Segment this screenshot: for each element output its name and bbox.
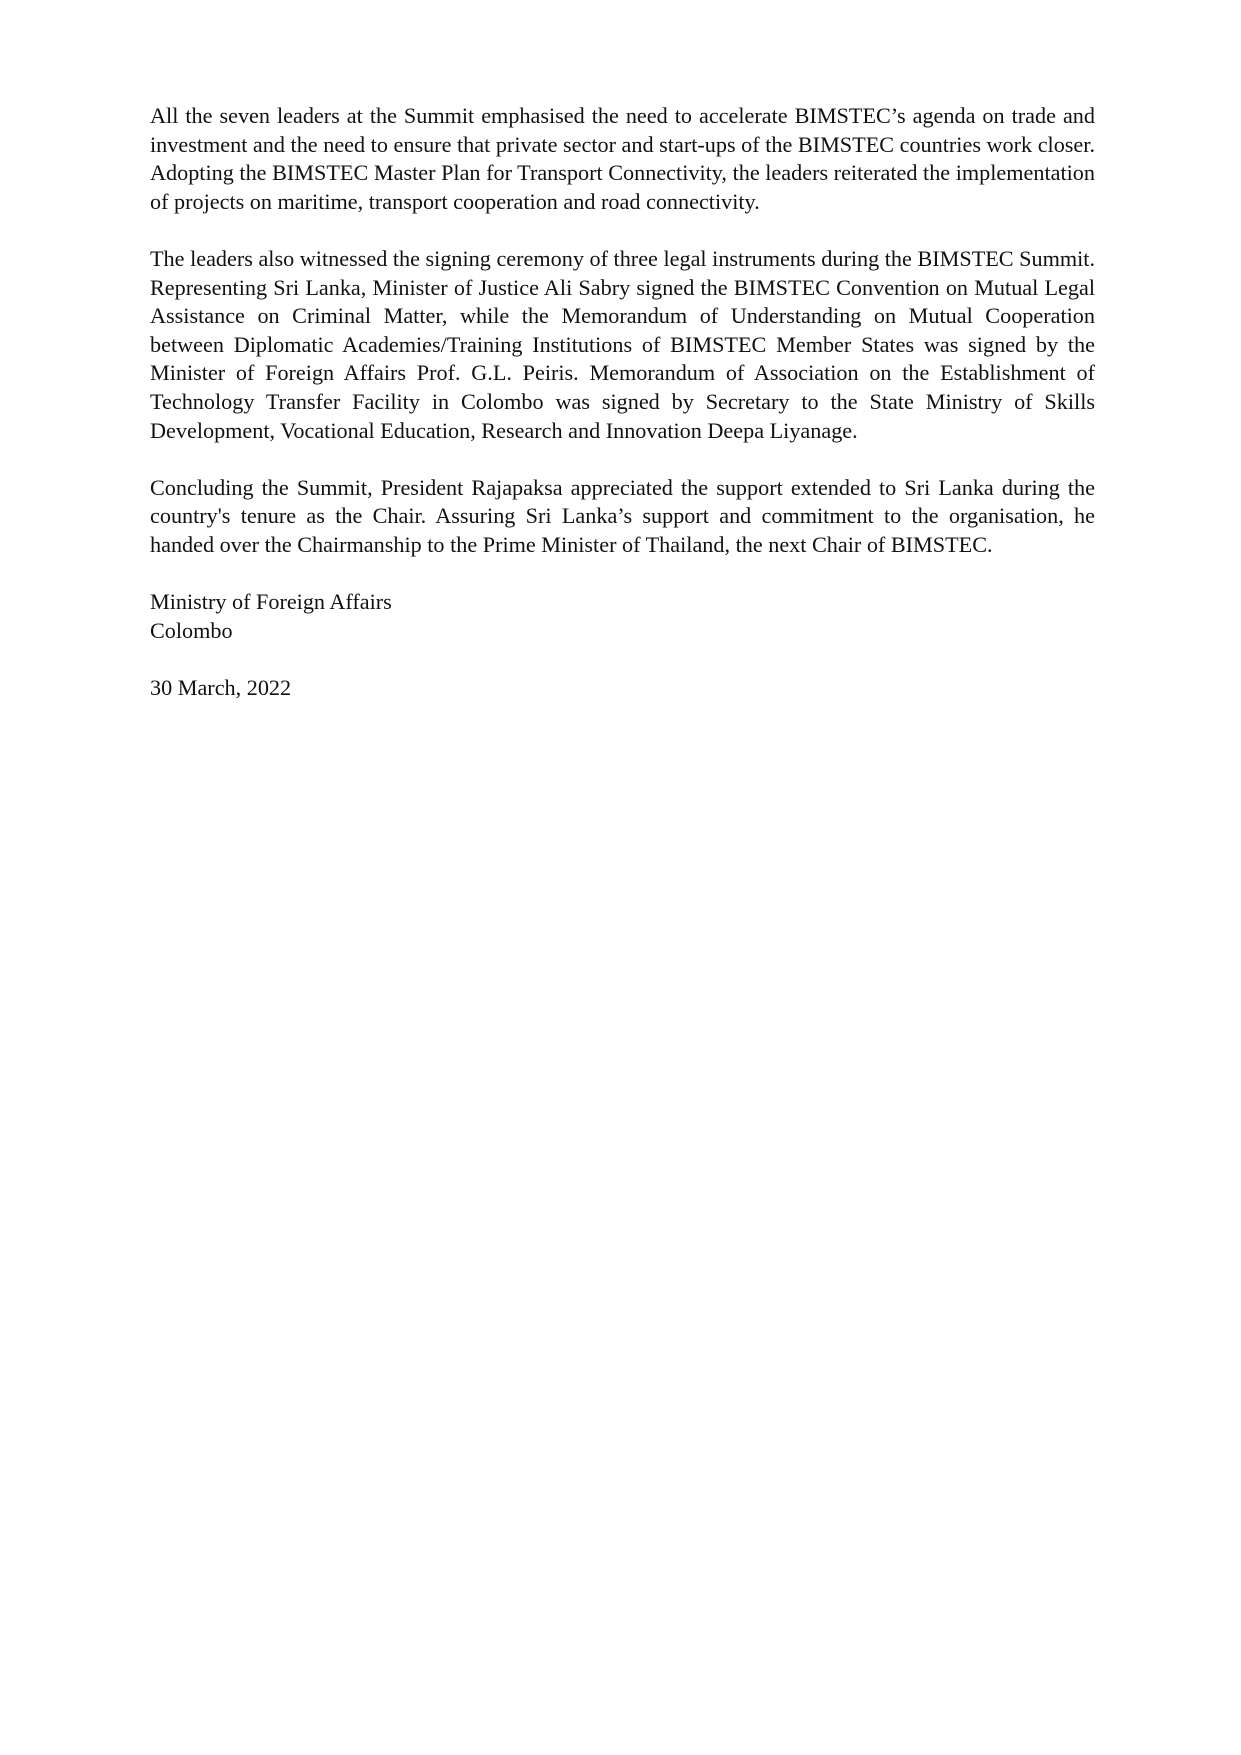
signature-block <box>150 588 1095 645</box>
document-date: 30 March, 2022 <box>150 674 292 700</box>
document-body <box>150 102 1095 702</box>
signature-organization: Ministry of Foreign Affairs <box>150 589 392 615</box>
signature-city: Colombo <box>150 617 233 643</box>
paragraph-trade-investment: All the seven leaders at the Summit emphasised the need to accelerate BIMSTEC’s agenda on trade and investment and the need to ensure that private sector and start-ups of the BIMSTEC countries work closer. Adopting the BIMSTEC Master Plan for Transport Connectivity, the leaders reiterated the implementation of projects on maritime, transport cooperation and road connectivity. <box>150 103 1095 214</box>
paragraph-concluding-summit: Concluding the Summit, President Rajapaksa appreciated the support extended to Sri Lanka during the country's tenure as the Chair. Assuring Sri Lanka’s support and commitment to the organisation, he handed over the Chairmanship to the Prime Minister of Thailand, the next Chair of BIMSTEC. <box>150 474 1095 557</box>
paragraph-legal-instruments: The leaders also witnessed the signing ceremony of three legal instruments during the BIMSTEC Summit. Representing Sri Lanka, Minister of Justice Ali Sabry signed the BIMSTEC Convention on Mutual Legal Assistance on Criminal Matter, while the Memorandum of Understanding on Mutual Cooperation between Diplomatic Academies/Training Institutions of BIMSTEC Member States was signed by the Minister of Foreign Affairs Prof. G.L. Peiris. Memorandum of Association on the Establishment of Technology Transfer Facility in Colombo was signed by Secretary to the State Ministry of Skills Development, Vocational Education, Research and Innovation Deepa Liyanage. <box>150 245 1095 443</box>
